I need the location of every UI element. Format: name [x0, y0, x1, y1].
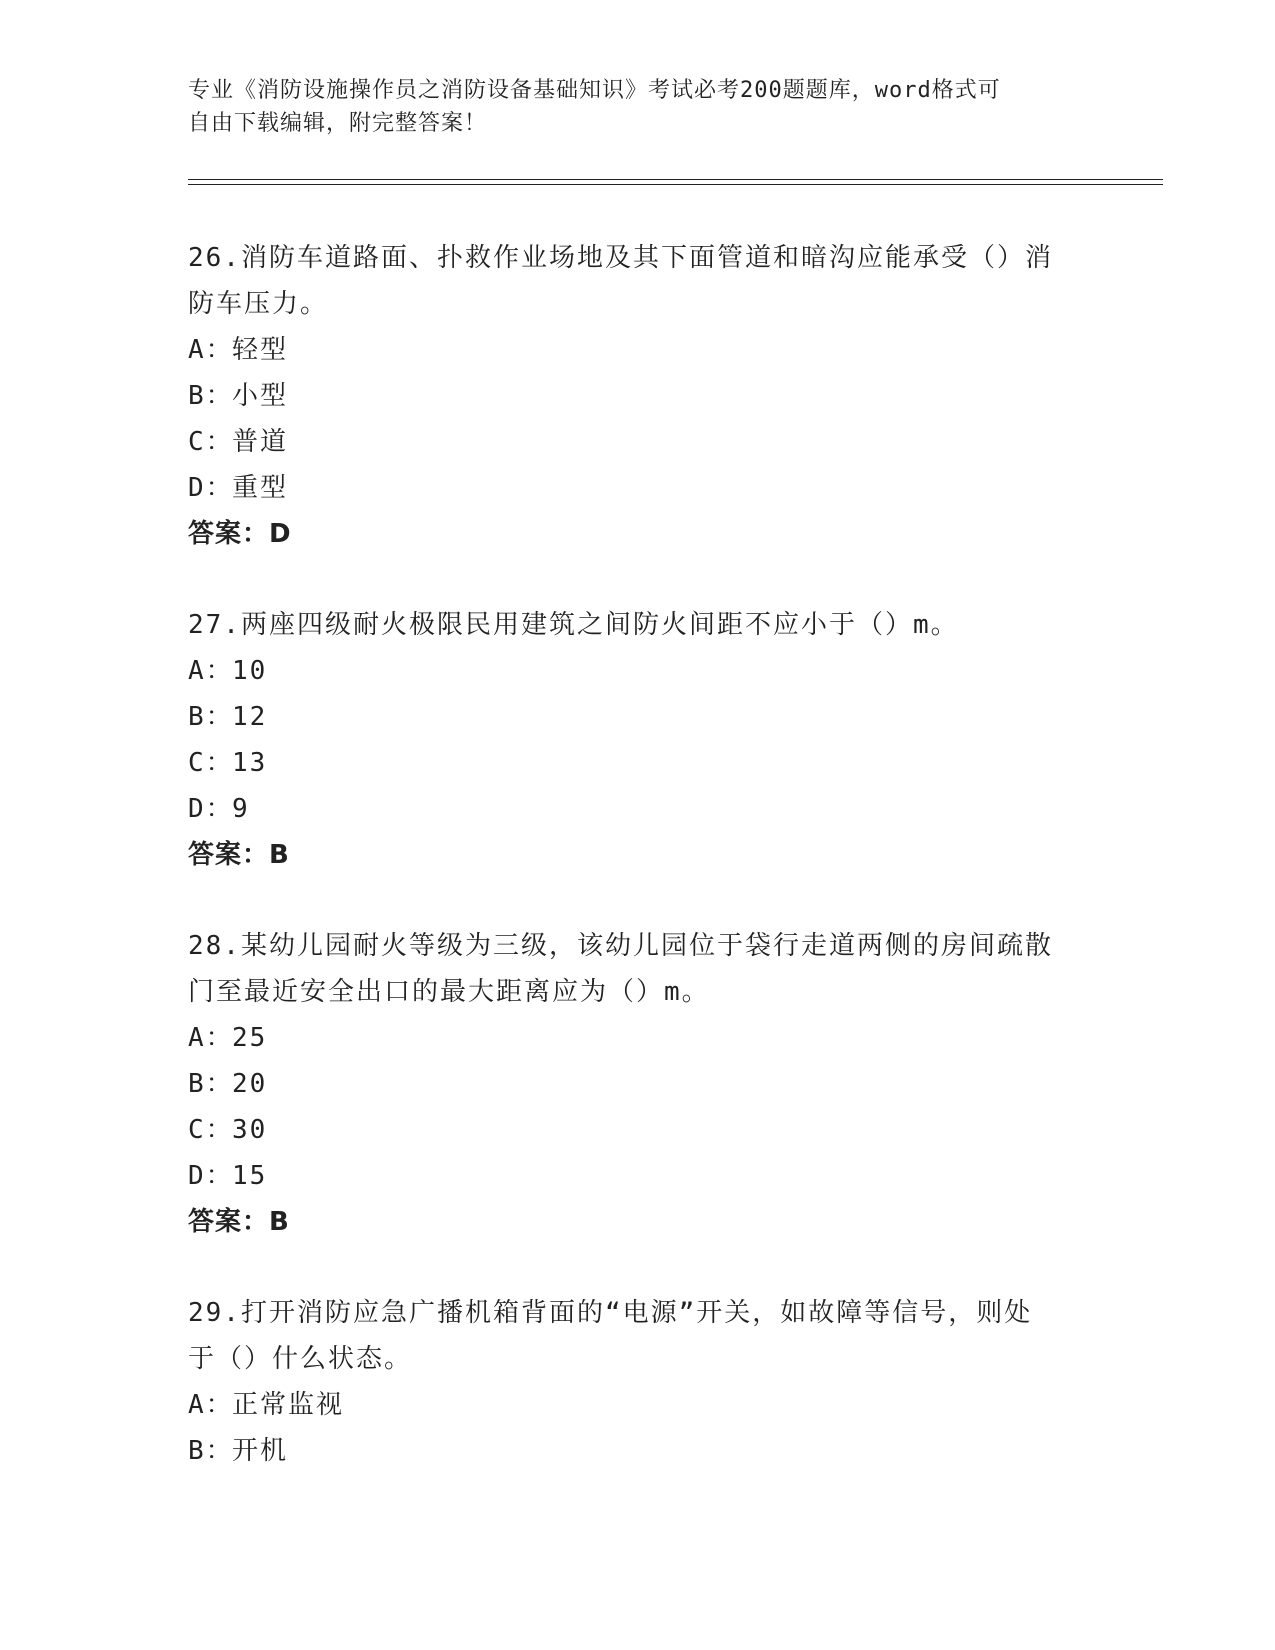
question-stem-line: 29.打开消防应急广播机箱背面的“电源”开关，如故障等信号，则处 [188, 1298, 1033, 1328]
option-text: 12 [232, 702, 268, 732]
question-27 [188, 602, 1088, 878]
option-text: 开机 [232, 1436, 289, 1466]
option-letter: A： [188, 335, 234, 365]
question-29 [188, 1290, 1088, 1474]
header-divider-top [188, 179, 1163, 180]
option-letter: D： [188, 473, 234, 503]
option-letter: D： [188, 1161, 234, 1191]
option-text: 13 [232, 748, 268, 778]
option-letter: B： [188, 702, 234, 732]
option-d [188, 465, 1088, 511]
question-stem-line: 门至最近安全出口的最大距离应为（）m。 [188, 977, 710, 1007]
option-letter: B： [188, 1069, 234, 1099]
option-letter: C： [188, 748, 234, 778]
question-28 [188, 923, 1088, 1245]
option-d [188, 1153, 1088, 1199]
question-stem-line: 27.两座四级耐火极限民用建筑之间防火间距不应小于（）m。 [188, 610, 959, 640]
option-text: 30 [232, 1115, 268, 1145]
option-text: 正常监视 [232, 1390, 345, 1420]
option-c [188, 1107, 1088, 1153]
question-stem-line: 防车压力。 [188, 289, 329, 319]
option-text: 15 [232, 1161, 268, 1191]
answer-line: 答案：B [188, 1207, 290, 1237]
option-letter: B： [188, 381, 234, 411]
option-b [188, 373, 1088, 419]
question-26 [188, 235, 1088, 557]
header-line-2: 自由下载编辑，附完整答案！ [188, 111, 488, 136]
option-text: 20 [232, 1069, 268, 1099]
option-text: 轻型 [232, 335, 289, 365]
option-letter: A： [188, 1390, 234, 1420]
option-letter: C： [188, 427, 234, 457]
option-c [188, 740, 1088, 786]
option-text: 重型 [232, 473, 289, 503]
question-stem-line: 28.某幼儿园耐火等级为三级，该幼儿园位于袋行走道两侧的房间疏散 [188, 931, 1053, 961]
answer-line: 答案：D [188, 519, 292, 549]
answer-line: 答案：B [188, 840, 290, 870]
document-header [188, 74, 1088, 140]
option-a [188, 648, 1088, 694]
option-text: 普道 [232, 427, 289, 457]
option-letter: A： [188, 656, 234, 686]
option-letter: B： [188, 1436, 234, 1466]
question-stem-line: 于（）什么状态。 [188, 1344, 413, 1374]
option-letter: C： [188, 1115, 234, 1145]
option-letter: D： [188, 794, 234, 824]
option-a [188, 1015, 1088, 1061]
option-b [188, 694, 1088, 740]
option-c [188, 419, 1088, 465]
option-text: 10 [232, 656, 268, 686]
question-stem-line: 26.消防车道路面、扑救作业场地及其下面管道和暗沟应能承受（）消 [188, 243, 1053, 273]
option-text: 小型 [232, 381, 289, 411]
option-a [188, 327, 1088, 373]
header-divider-bottom [188, 184, 1163, 185]
option-d [188, 786, 1088, 832]
option-letter: A： [188, 1023, 234, 1053]
option-a [188, 1382, 1088, 1428]
option-b [188, 1428, 1088, 1474]
option-b [188, 1061, 1088, 1107]
option-text: 9 [232, 794, 250, 824]
option-text: 25 [232, 1023, 268, 1053]
header-line-1: 专业《消防设施操作员之消防设备基础知识》考试必考200题题库，word格式可 [188, 78, 1001, 103]
